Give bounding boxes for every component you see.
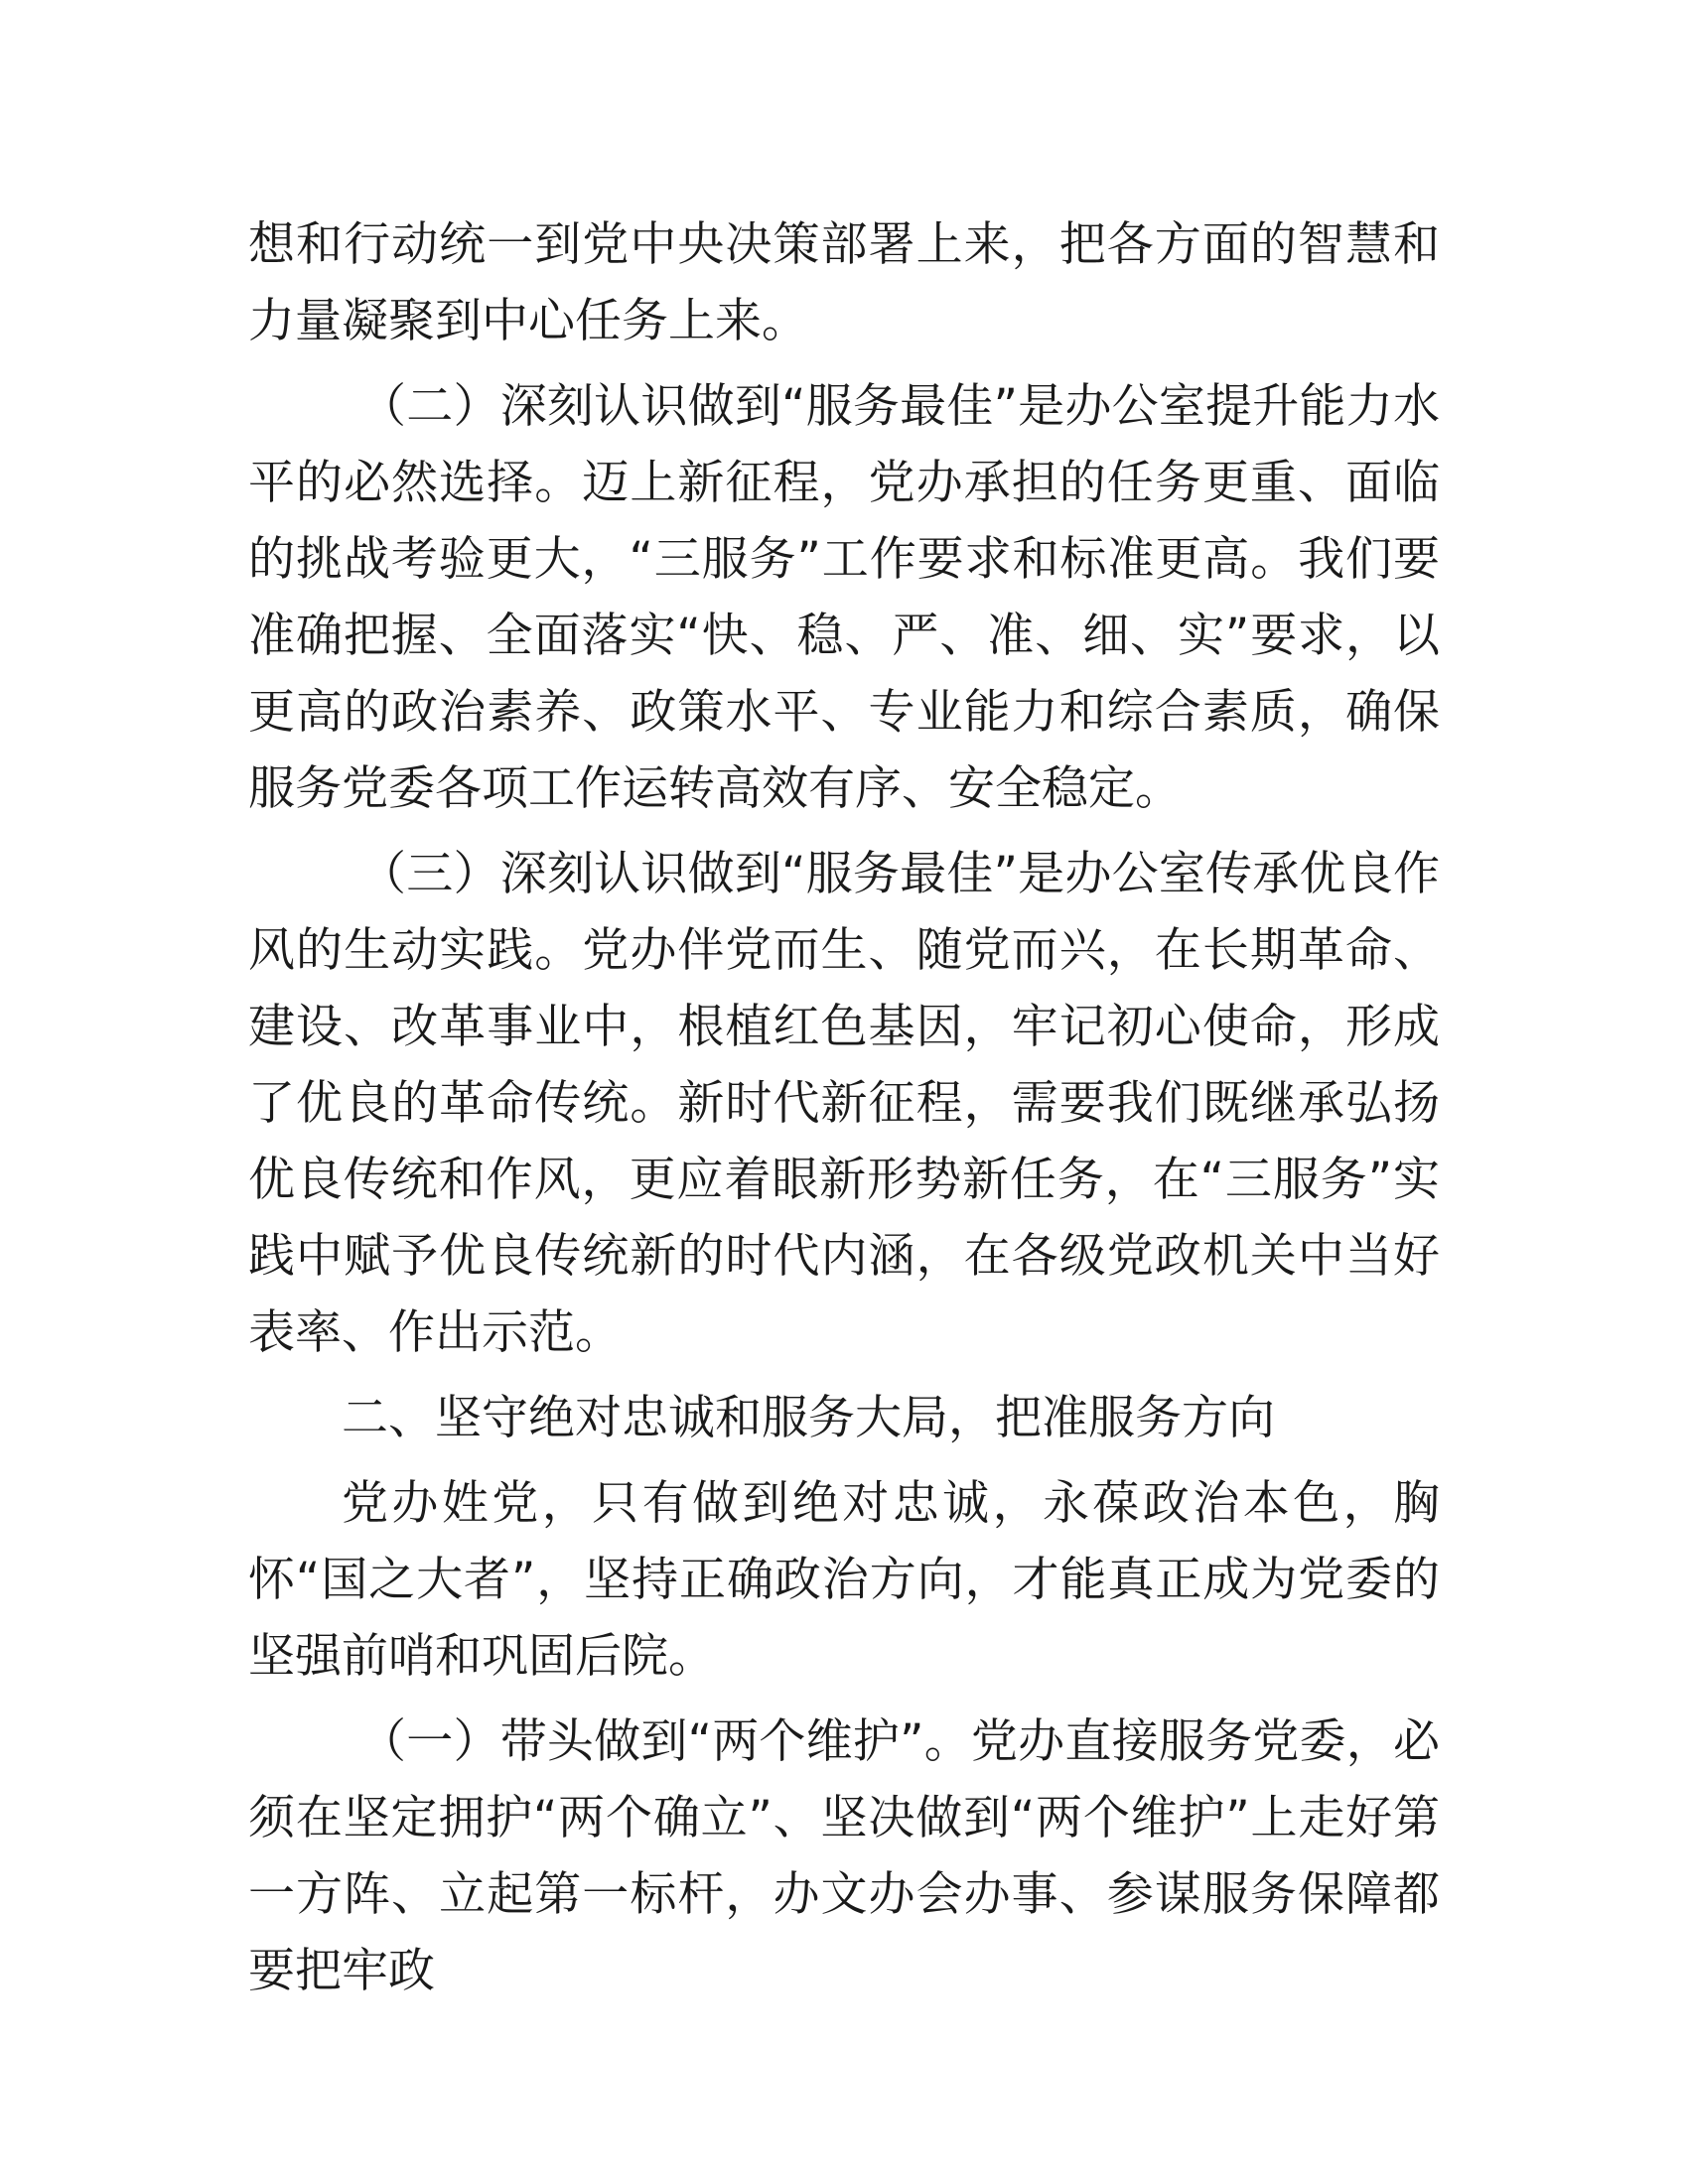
section-heading-2: 二、坚守绝对忠诚和服务大局，把准服务方向 [342,1391,1275,1445]
paragraph-section-2: （二）深刻认识做到“服务最佳”是办公室提升能力水平的必然选择。迈上新征程，党办承担的任务更重、面临的挑战考验更大，“三服务”工作要求和标准更高。我们要准确把握、全面落实“快、稳、严、准、细、实”要求，以更高的政治素养、政策水平、专业能力和综合素质，确保服务党委各项工作运转高效有序、安全稳定。 [248,379,1440,816]
document-body [248,206,1440,2018]
paragraph-intro: 党办姓党，只有做到绝对忠诚，永葆政治本色，胸怀“国之大者”，坚持正确政治方向，才能真正成为党委的坚强前哨和巩固后院。 [248,1476,1440,1684]
paragraph-continuation: 想和行动统一到党中央决策部署上来，把各方面的智慧和力量凝聚到中心任务上来。 [248,217,1440,348]
paragraph-section-3: （三）深刻认识做到“服务最佳”是办公室传承优良作风的生动实践。党办伴党而生、随党而兴，在长期革命、建设、改革事业中，根植红色基因，牢记初心使命，形成了优良的革命传统。新时代新征程，需要我们既继承弘扬优良传统和作风，更应着眼新形势新任务，在“三服务”实践中赋予优良传统新的时代内涵，在各级党政机关中当好表率、作出示范。 [248,847,1440,1360]
paragraph-subsection-1: （一）带头做到“两个维护”。党办直接服务党委，必须在坚定拥护“两个确立”、坚决做到“两个维护”上走好第一方阵、立起第一标杆，办文办会办事、参谋服务保障都要把牢政 [248,1714,1440,1998]
